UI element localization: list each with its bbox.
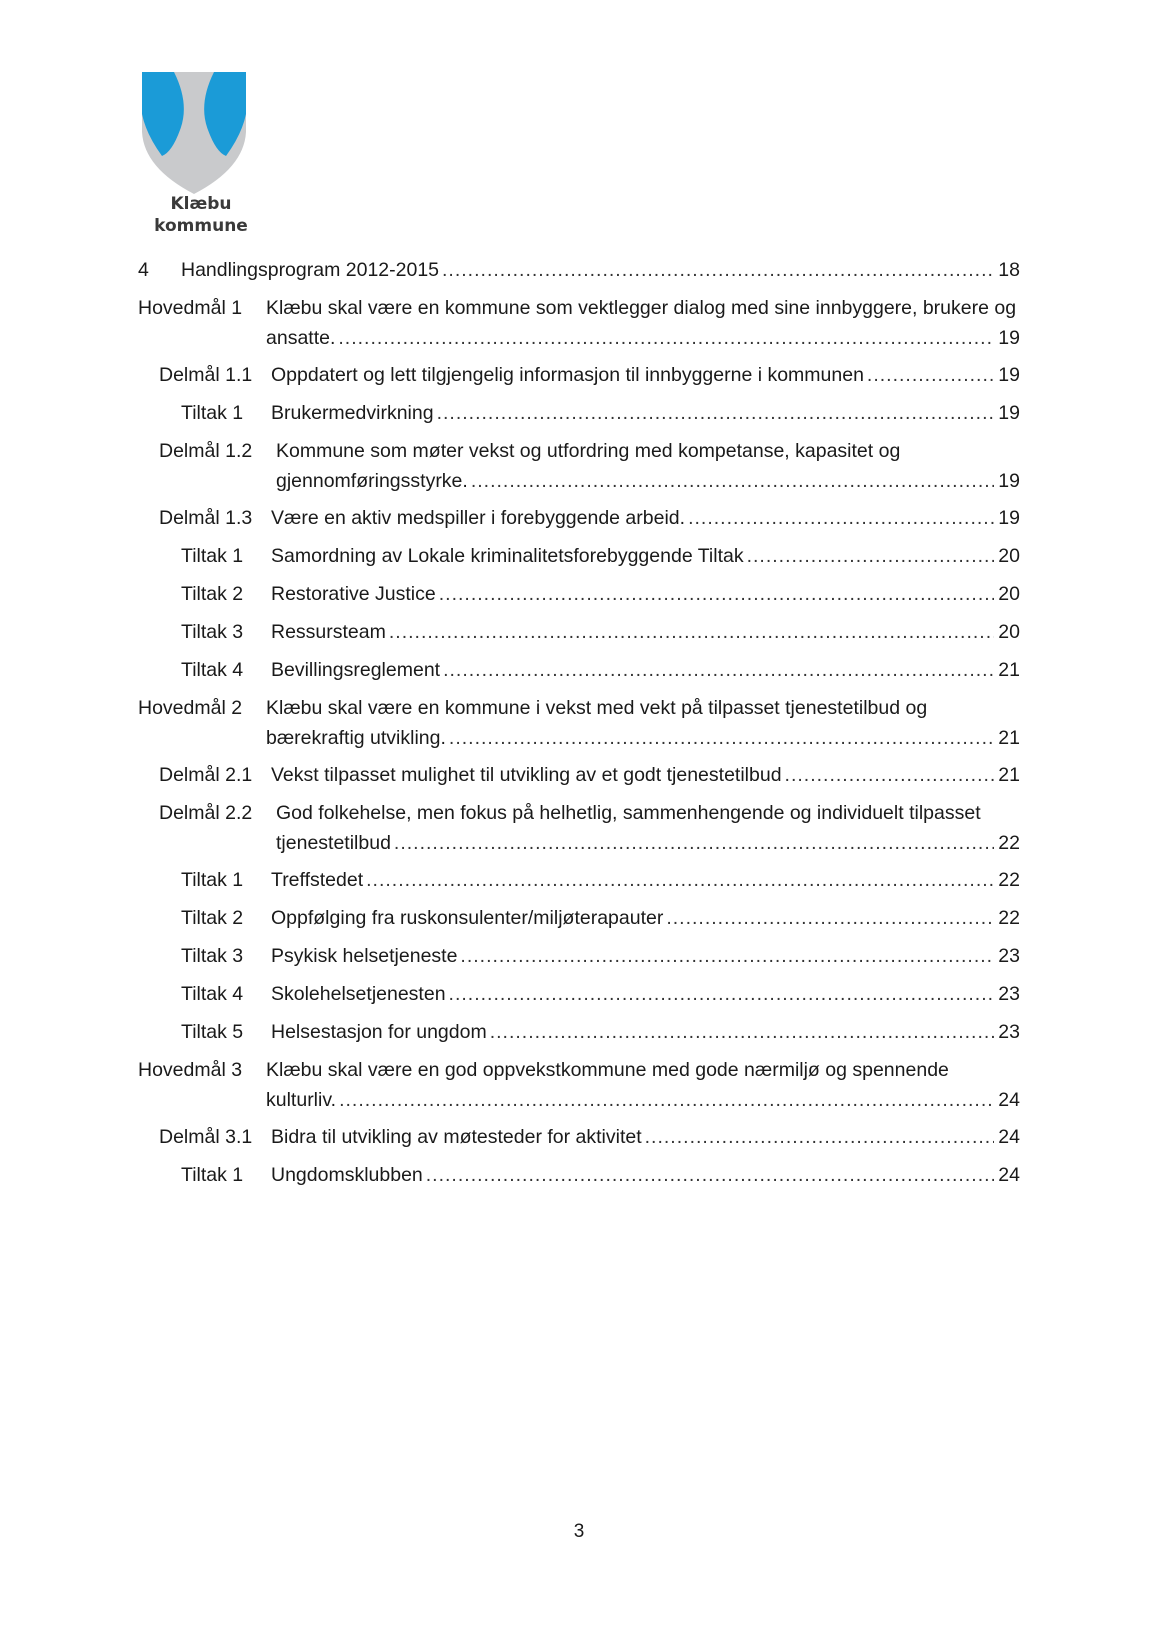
page-number: 3 (573, 1521, 585, 1542)
toc-page-number[interactable]: 19 (998, 364, 1020, 386)
toc-entry-title[interactable]: Kommune som møter vekst og utfordring med kompetanse, kapasitet og (276, 440, 901, 462)
dot-leader (389, 617, 994, 647)
toc-page-number[interactable]: 22 (998, 869, 1020, 891)
toc-entry-number: Delmål 2.1 (159, 764, 253, 786)
dot-leader (449, 723, 994, 753)
toc-page-number[interactable]: 24 (998, 1089, 1020, 1111)
toc-entry-title[interactable]: Treffstedet (271, 869, 364, 891)
toc-entry-title[interactable]: Klæbu skal være en god oppvekstkommune med gode nærmiljø og spennende (266, 1059, 949, 1081)
toc-page-number[interactable]: 20 (998, 583, 1020, 605)
logo-subtitle: kommune (154, 216, 248, 236)
toc-entry-title[interactable]: Klæbu skal være en kommune i vekst med vekt på tilpasset tjenestetilbud og (266, 697, 928, 719)
dot-leader (439, 579, 994, 609)
toc-page-number[interactable]: 24 (998, 1126, 1020, 1148)
toc-page-number[interactable]: 21 (998, 659, 1020, 681)
toc-entry-title[interactable]: Være en aktiv medspiller i forebyggende arbeid. (271, 507, 686, 529)
toc-entry-title[interactable]: tjenestetilbud (276, 832, 391, 854)
dot-leader (426, 1160, 994, 1190)
dot-leader (437, 398, 994, 428)
dot-leader (785, 760, 994, 790)
toc-entry-number: Delmål 2.2 (159, 802, 253, 824)
toc-entry-title[interactable]: Ungdomsklubben (271, 1164, 423, 1186)
toc-entry-title[interactable]: Handlingsprogram 2012-2015 (181, 259, 440, 281)
toc-entry-title[interactable]: Psykisk helsetjeneste (271, 945, 458, 967)
toc-entry-title[interactable]: gjennomføringsstyrke. (276, 470, 468, 492)
toc-entry-title[interactable]: Helsestasjon for ungdom (271, 1021, 487, 1043)
toc-entry-number: Tiltak 2 (181, 583, 244, 605)
toc-entry-title[interactable]: Bevillingsreglement (271, 659, 441, 681)
toc-page-number[interactable]: 20 (998, 621, 1020, 643)
toc-entry-number: Tiltak 4 (181, 983, 244, 1005)
toc-entry-title[interactable]: bærekraftig utvikling. (266, 727, 446, 749)
dot-leader (688, 503, 994, 533)
toc-entry-number: 4 (138, 259, 149, 281)
toc-entry-title[interactable]: Oppfølging fra ruskonsulenter/miljøterapauter (271, 907, 664, 929)
toc-entry-title[interactable]: Brukermedvirkning (271, 402, 434, 424)
toc-entry-title[interactable]: Skolehelsetjenesten (271, 983, 446, 1005)
toc-entry-number: Tiltak 3 (181, 621, 244, 643)
dot-leader (443, 655, 994, 685)
toc-entry-number: Delmål 3.1 (159, 1126, 253, 1148)
toc-page-number[interactable]: 21 (998, 727, 1020, 749)
toc-entry-title[interactable]: God folkehelse, men fokus på helhetlig, sammenhengende og individuelt tilpasset (276, 802, 981, 824)
toc-entry-title[interactable]: ansatte. (266, 327, 336, 349)
toc-page-number[interactable]: 21 (998, 764, 1020, 786)
dot-leader (747, 541, 994, 571)
dot-leader (394, 828, 994, 858)
dot-leader (339, 1085, 994, 1115)
toc-entry-title[interactable]: Oppdatert og lett tilgjengelig informasjon til innbyggerne i kommunen (271, 364, 864, 386)
toc-entry-number: Hovedmål 2 (138, 697, 243, 719)
coat-of-arms-icon (140, 70, 262, 198)
toc-entry-number: Tiltak 2 (181, 907, 244, 929)
dot-leader (490, 1017, 994, 1047)
toc-page-number[interactable]: 19 (998, 327, 1020, 349)
toc-entry-number: Tiltak 5 (181, 1021, 244, 1043)
toc-entry-number: Tiltak 1 (181, 869, 244, 891)
klaebu-kommune-logo (140, 70, 262, 242)
toc-page-number[interactable]: 23 (998, 1021, 1020, 1043)
dot-leader (471, 466, 994, 496)
toc-page-number[interactable]: 19 (998, 507, 1020, 529)
toc-entry-title[interactable]: Samordning av Lokale kriminalitetsforebyggende Tiltak (271, 545, 744, 567)
dot-leader (442, 255, 994, 285)
toc-entry-number: Tiltak 1 (181, 1164, 244, 1186)
toc-page-number[interactable]: 23 (998, 983, 1020, 1005)
toc-entry-number: Delmål 1.3 (159, 507, 253, 529)
toc-entry-number: Delmål 1.1 (159, 364, 253, 386)
toc-page-number[interactable]: 20 (998, 545, 1020, 567)
dot-leader (460, 941, 994, 971)
toc-page-number[interactable]: 19 (998, 402, 1020, 424)
dot-leader (867, 360, 994, 390)
toc-entry-number: Tiltak 1 (181, 402, 244, 424)
dot-leader (338, 323, 994, 353)
toc-entry-number: Tiltak 4 (181, 659, 244, 681)
dot-leader (645, 1122, 994, 1152)
toc-entry-number: Hovedmål 1 (138, 297, 243, 319)
toc-page-number[interactable]: 19 (998, 470, 1020, 492)
toc-page-number[interactable]: 18 (998, 259, 1020, 281)
dot-leader (449, 979, 994, 1009)
toc-entry-number: Delmål 1.2 (159, 440, 253, 462)
dot-leader (366, 865, 994, 895)
toc-page-number[interactable]: 23 (998, 945, 1020, 967)
toc-entry-number: Hovedmål 3 (138, 1059, 243, 1081)
toc-entry-title[interactable]: Klæbu skal være en kommune som vektlegger dialog med sine innbyggere, brukere og (266, 297, 1017, 319)
toc-entry-title[interactable]: kulturliv. (266, 1089, 337, 1111)
toc-page-number[interactable]: 24 (998, 1164, 1020, 1186)
toc-entry-title[interactable]: Restorative Justice (271, 583, 436, 605)
toc-entry-title[interactable]: Vekst tilpasset mulighet til utvikling av et godt tjenestetilbud (271, 764, 782, 786)
toc-entry-title[interactable]: Bidra til utvikling av møtesteder for aktivitet (271, 1126, 642, 1148)
logo-name: Klæbu (170, 194, 232, 214)
toc-page-number[interactable]: 22 (998, 832, 1020, 854)
toc-entry-number: Tiltak 3 (181, 945, 244, 967)
dot-leader (666, 903, 994, 933)
toc-entry-title[interactable]: Ressursteam (271, 621, 386, 643)
toc-page-number[interactable]: 22 (998, 907, 1020, 929)
toc-entry-number: Tiltak 1 (181, 545, 244, 567)
